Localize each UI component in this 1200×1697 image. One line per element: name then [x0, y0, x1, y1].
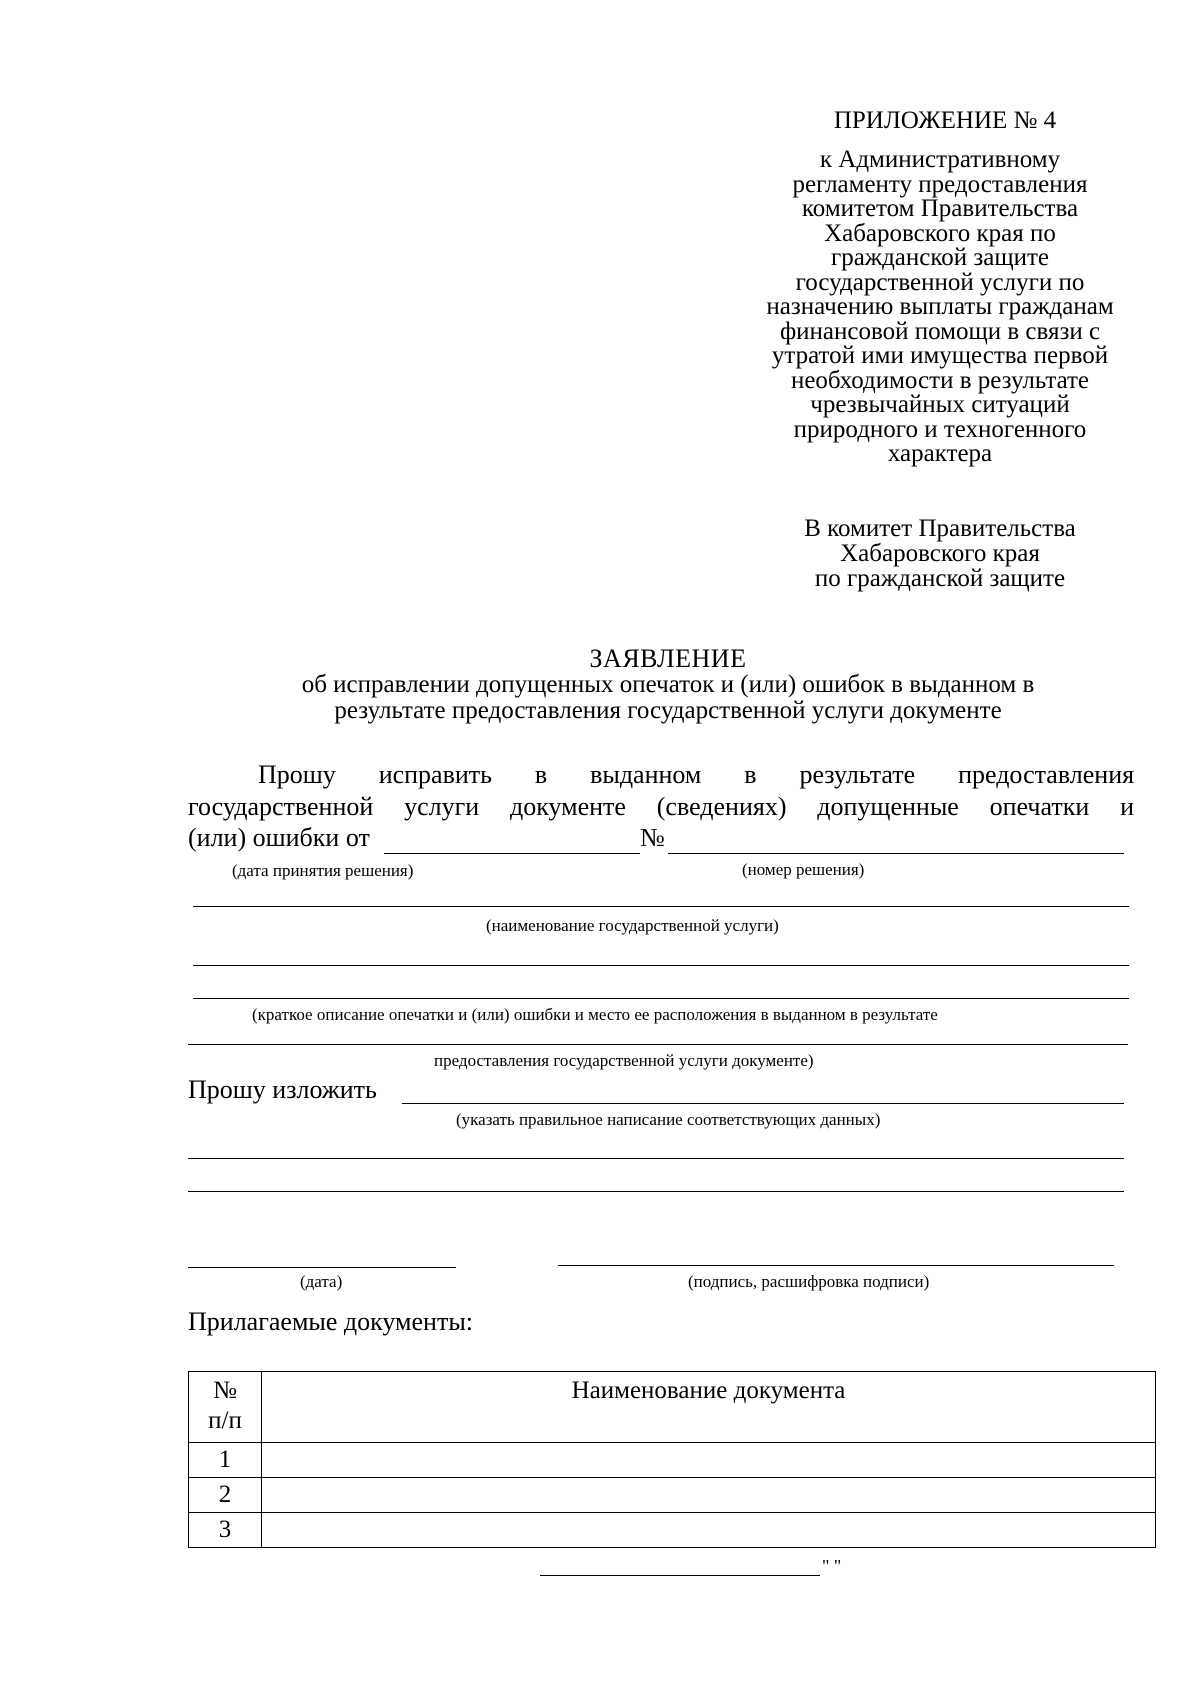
table-header-name: Наименование документа: [262, 1372, 1156, 1443]
row-document-name[interactable]: [262, 1478, 1156, 1513]
correction-field[interactable]: [402, 1103, 1124, 1104]
service-name-caption: (наименование государственной услуги): [486, 916, 779, 935]
footer-quote-marks: " ": [822, 1556, 842, 1576]
header-number-sign: №: [213, 1377, 237, 1404]
row-document-name[interactable]: [262, 1513, 1156, 1548]
document-title: [188, 646, 1148, 724]
table-row: [189, 1443, 1156, 1478]
error-description-caption-1: (краткое описание опечатки и (или) ошибки и место ее расположения в выданном в результате: [252, 1005, 938, 1024]
number-sign: №: [640, 823, 665, 852]
appendix-line: назначению выплаты гражданам: [766, 293, 1114, 320]
document-subtitle-line: об исправлении допущенных опечаток и (или) ошибок в выданном в: [301, 671, 1035, 698]
signature-date-field[interactable]: [188, 1267, 456, 1268]
appendix-block: [730, 108, 1150, 467]
appendix-line: Хабаровского края по: [824, 219, 1056, 247]
signature-field[interactable]: [558, 1265, 1114, 1266]
appendix-line: характера: [887, 440, 993, 467]
correction-field-2[interactable]: [188, 1158, 1124, 1159]
addressee-line: Хабаровского края: [840, 540, 1040, 567]
document-subtitle-line: результате предоставления государственной услуги документе: [334, 697, 1002, 724]
appendix-line: государственной услуги по: [795, 268, 1085, 296]
appendix-line: чрезвычайных ситуаций: [810, 391, 1070, 418]
correction-field-3[interactable]: [188, 1191, 1124, 1192]
correction-caption: (указать правильное написание соответствующих данных): [456, 1110, 881, 1129]
decision-date-caption: (дата принятия решения): [232, 861, 414, 880]
appendix-line: утратой ими имущества первой: [771, 342, 1109, 369]
addressee-block: [760, 516, 1120, 591]
request-word: в: [534, 760, 548, 789]
addressee-line: В комитет Правительства: [804, 515, 1076, 542]
appendix-title: ПРИЛОЖЕНИЕ № 4: [833, 107, 1057, 134]
correction-label: Прошу изложить: [188, 1075, 377, 1104]
appendix-line: необходимости в результате: [790, 366, 1090, 394]
row-number: 3: [189, 1513, 262, 1548]
row-number: 1: [189, 1443, 262, 1478]
decision-date-field[interactable]: [384, 853, 640, 854]
appendix-line: к Административному: [819, 146, 1061, 173]
table-row: [189, 1513, 1156, 1548]
table-header-row: [189, 1372, 1156, 1443]
request-word: предоставления: [958, 760, 1135, 789]
error-description-field-1[interactable]: [193, 965, 1129, 966]
request-line-3-prefix: (или) ошибки от: [188, 823, 370, 852]
attachments-table: [188, 1371, 1156, 1548]
request-line-1: [258, 760, 1134, 790]
decision-number-caption: (номер решения): [742, 860, 865, 879]
signature-date-caption: (дата): [300, 1272, 343, 1291]
service-name-field[interactable]: [193, 906, 1129, 907]
footer-date-field[interactable]: [540, 1575, 820, 1576]
appendix-line: комитетом Правительства: [801, 195, 1079, 222]
request-word: Прошу: [258, 760, 336, 789]
appendix-line: гражданской защите: [830, 244, 1050, 271]
appendix-line: природного и техногенного: [793, 415, 1087, 443]
appendix-line: регламенту предоставления: [792, 170, 1088, 198]
header-number-abbrev: п/п: [208, 1407, 242, 1434]
appendix-line: финансовой помощи в связи с: [779, 317, 1101, 345]
request-line-2: государственной услуги документе (сведениях) допущенные опечатки и: [188, 792, 1134, 821]
attachments-label: Прилагаемые документы:: [188, 1307, 474, 1336]
request-word: исправить: [378, 760, 493, 789]
addressee-line: по гражданской защите: [814, 565, 1066, 592]
request-word: в: [744, 760, 757, 789]
table-row: [189, 1478, 1156, 1513]
row-document-name[interactable]: [262, 1443, 1156, 1478]
decision-number-field[interactable]: [668, 853, 1124, 854]
error-description-field-2[interactable]: [193, 998, 1129, 999]
document-heading: ЗАЯВЛЕНИЕ: [589, 644, 747, 673]
error-description-field-3[interactable]: [188, 1044, 1128, 1045]
request-word: выданном: [590, 760, 702, 789]
table-header-number: [189, 1372, 262, 1443]
signature-caption: (подпись, расшифровка подписи): [688, 1272, 930, 1291]
row-number: 2: [189, 1478, 262, 1513]
request-word: результате: [799, 760, 916, 789]
error-description-caption-2: предоставления государственной услуги документе): [434, 1051, 814, 1070]
